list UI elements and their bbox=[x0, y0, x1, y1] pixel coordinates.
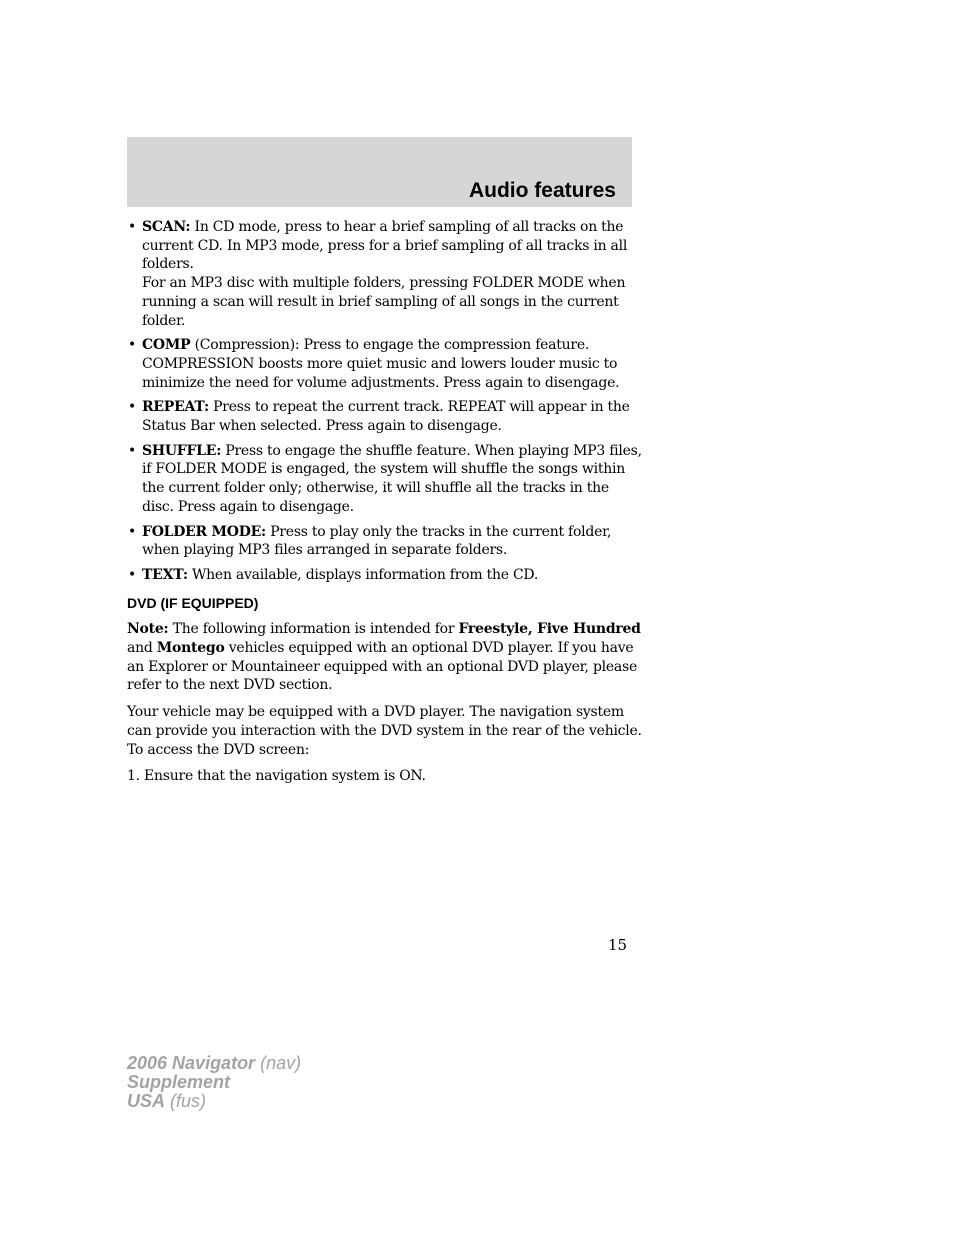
note-label: Note: bbox=[127, 621, 169, 638]
footer-market: USA bbox=[127, 1091, 166, 1111]
list-item-folder-mode bbox=[127, 523, 642, 560]
bullet-icon: • bbox=[128, 442, 137, 459]
page-number: 15 bbox=[608, 936, 628, 954]
term-folder-mode: FOLDER MODE: bbox=[142, 523, 266, 540]
list-item-comp bbox=[127, 336, 642, 392]
feature-list bbox=[127, 218, 642, 585]
dvd-section-heading: DVD (IF EQUIPPED) bbox=[127, 594, 259, 611]
list-item-repeat bbox=[127, 398, 642, 435]
description-text: When available, displays information from the CD. bbox=[192, 566, 539, 583]
description-repeat: Press to repeat the current track. REPEAT will appear in the Status Bar when selected. Press again to disengage. bbox=[142, 399, 630, 435]
description-shuffle: Press to engage the shuffle feature. When playing MP3 files, if FOLDER MODE is engaged, the system will shuffle the songs within the current folder only; otherwise, it will shuffle all the tracks in the disc. Press again to disengage. bbox=[142, 442, 642, 515]
bullet-icon: • bbox=[128, 337, 137, 354]
term-shuffle: SHUFFLE: bbox=[142, 442, 222, 459]
bullet-icon: • bbox=[128, 219, 137, 235]
note-text-2: and bbox=[127, 640, 153, 657]
footer-line-model bbox=[127, 1054, 301, 1073]
term-text: TEXT: bbox=[142, 566, 188, 583]
page-content bbox=[127, 218, 642, 794]
description-scan: In CD mode, press to hear a brief sampling of all tracks on the current CD. In MP3 mode, press for a brief sampling of all tracks in all folders. bbox=[142, 219, 628, 273]
section-title: Audio features bbox=[468, 179, 616, 202]
term-scan: SCAN: bbox=[142, 219, 191, 235]
list-item-scan bbox=[127, 218, 642, 330]
note-text-3: vehicles equipped with an optional DVD player. If you have an Explorer or Mountaineer equipped with an optional DVD player, please refer to the next DVD section. bbox=[127, 640, 637, 694]
bullet-icon: • bbox=[128, 566, 137, 583]
list-item-text bbox=[127, 566, 642, 585]
dvd-note-paragraph bbox=[127, 620, 642, 695]
bullet-icon: • bbox=[128, 523, 137, 540]
footer-line-market bbox=[127, 1092, 301, 1111]
description-scan-extra: For an MP3 disc with multiple folders, pressing FOLDER MODE when running a scan will result in brief sampling of all songs in the current folder. bbox=[142, 275, 626, 329]
description-comp: (Compression): Press to engage the compression feature. COMPRESSION boosts more quiet music and lowers louder music to minimize the need for volume adjustments. Press again to disengage. bbox=[142, 337, 620, 391]
term-comp: COMP bbox=[142, 337, 191, 354]
footer-model-code: (nav) bbox=[260, 1053, 302, 1073]
note-models-1: Freestyle, Five Hundred bbox=[458, 621, 641, 638]
footer-model: 2006 Navigator bbox=[127, 1053, 256, 1073]
footer-market-code: (fus) bbox=[170, 1091, 207, 1111]
note-text-1: The following information is intended for bbox=[172, 621, 455, 638]
note-models-2: Montego bbox=[156, 640, 225, 657]
section-header-band bbox=[127, 137, 632, 207]
description-folder-mode: Press to play only the tracks in the current folder, when playing MP3 files arranged in separate folders. bbox=[142, 523, 612, 559]
footer-supplement: Supplement bbox=[127, 1072, 231, 1092]
dvd-step-1: 1. Ensure that the navigation system is ON. bbox=[127, 768, 426, 785]
dvd-intro-paragraph: Your vehicle may be equipped with a DVD player. The navigation system can provide you interaction with the DVD system in the rear of the vehicle. To access the DVD screen: bbox=[127, 704, 642, 758]
document-footer bbox=[127, 1054, 301, 1111]
list-item-shuffle bbox=[127, 442, 642, 517]
term-repeat: REPEAT: bbox=[142, 399, 209, 416]
bullet-icon: • bbox=[128, 399, 137, 416]
